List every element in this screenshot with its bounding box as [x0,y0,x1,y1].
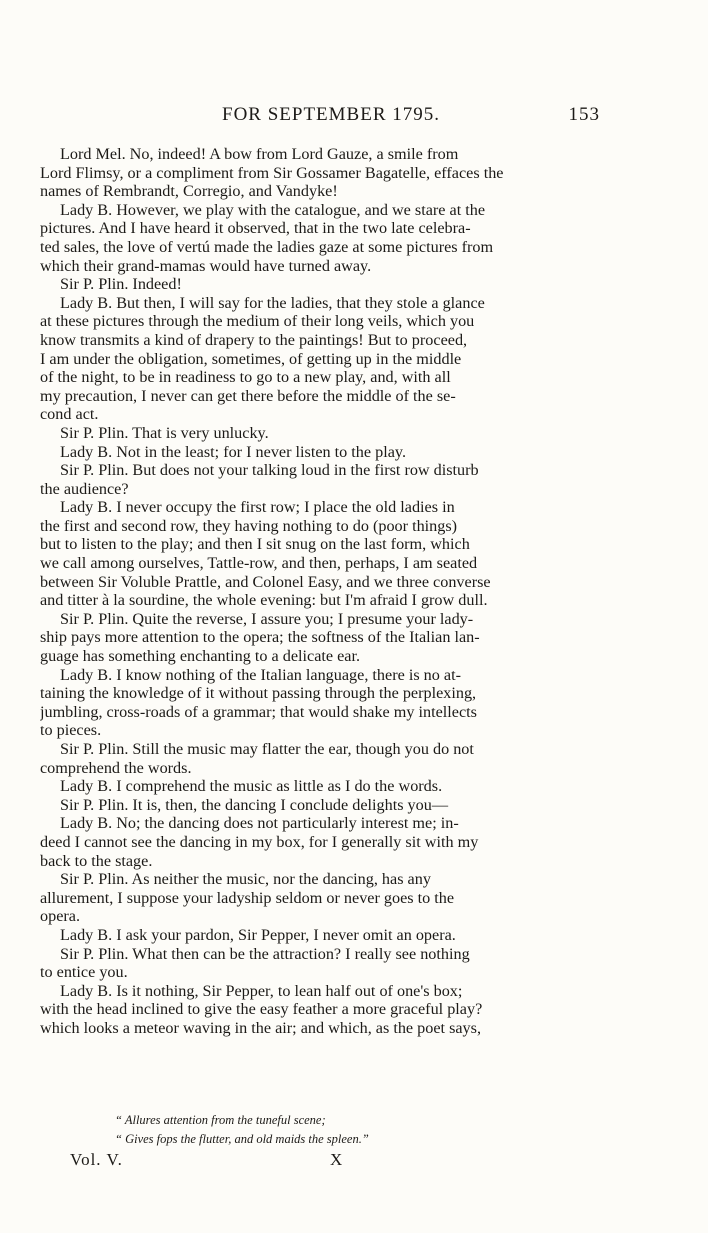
text-line: Lord Mel. No, indeed! A bow from Lord Gauze, a smile from [60,145,459,163]
text-line: I am under the obligation, sometimes, of getting up in the middle [40,349,462,368]
text-line: Sir P. Plin. Indeed! [60,275,182,294]
text-line: cond act. [40,405,99,424]
signature-mark: X [330,1150,343,1169]
volume-label: Vol. V. [70,1150,123,1169]
text-line: Sir P. Plin. But does not your talking loud in the first row disturb [60,461,479,480]
text-line: Sir P. Plin. Still the music may flatter the ear, though you do not [60,740,474,758]
verse-quotation [115,1111,565,1149]
text-line: Lady B. I never occupy the first row; I place the old ladies in [60,498,455,517]
text-line: Sir P. Plin. It is, then, the dancing I conclude delights you— [60,795,449,814]
text-line: which their grand-mamas would have turned away. [40,256,372,275]
quote-line: “ Gives fops the flutter, and old maids the spleen.” [115,1132,369,1146]
text-line: know transmits a kind of drapery to the paintings! But to proceed, [40,330,468,349]
text-line: Lady B. Not in the least; for I never listen to the play. [60,442,406,461]
text-line: at these pictures through the medium of their long veils, which you [40,312,475,331]
text-line: with the head inclined to give the easy feather a more graceful play? [40,1000,483,1019]
text-line: my precaution, I never can get there before the middle of the se- [40,386,456,405]
dialogue-text [40,145,594,1038]
text-line: comprehend the words. [40,758,192,777]
text-line: to pieces. [40,721,102,740]
text-line: Lord Flimsy, or a compliment from Sir Gossamer Bagatelle, effaces the [40,163,504,182]
text-line: Lady B. Is it nothing, Sir Pepper, to lean half out of one's box; [60,981,463,1000]
text-line: pictures. And I have heard it observed, that in the two late celebra- [40,219,471,238]
text-line: Sir P. Plin. As neither the music, nor the dancing, has any [60,870,431,889]
page-footer [70,1150,470,1174]
text-line: opera. [40,907,80,926]
text-line: Sir P. Plin. Quite the reverse, I assure you; I presume your lady- [60,609,474,628]
text-line: of the night, to be in readiness to go to a new play, and, with all [40,368,451,387]
text-line: the first and second row, they having nothing to do (poor things) [40,516,458,535]
text-line: but to listen to the play; and then I sit snug on the last form, which [40,535,470,554]
text-line: Lady B. However, we play with the catalogue, and we stare at the [60,200,486,219]
text-line: which looks a meteor waving in the air; and which, as the poet says, [40,1018,481,1037]
page-number: 153 [568,104,600,125]
text-line: Sir P. Plin. That is very unlucky. [60,423,269,442]
text-line: deed I cannot see the dancing in my box, for I generally sit with my [40,832,479,851]
text-line: Lady B. I ask your pardon, Sir Pepper, I never omit an opera. [60,925,456,944]
text-line: to entice you. [40,963,128,982]
quote-line: “ Allures attention from the tuneful scene; [115,1113,326,1127]
text-line: and titter à la sourdine, the whole evening: but I'm afraid I grow dull. [40,591,488,610]
text-line: guage has something enchanting to a delicate ear. [40,647,361,666]
text-line: ted sales, the love of vertú made the ladies gaze at some pictures from [40,237,494,256]
page-header [40,104,600,130]
text-line: back to the stage. [40,851,153,870]
text-line: Lady B. I know nothing of the Italian language, there is no at- [60,665,461,684]
text-line: allurement, I suppose your ladyship seldom or never goes to the [40,888,455,907]
text-line: Lady B. I comprehend the music as little as I do the words. [60,777,443,796]
text-line: jumbling, cross-roads of a grammar; that would shake my intellects [40,702,477,721]
text-line: the audience? [40,479,129,498]
running-title: FOR SEPTEMBER 1795. [222,104,441,125]
text-line: Lady B. No; the dancing does not particularly interest me; in- [60,814,459,833]
text-line: ship pays more attention to the opera; the softness of the Italian lan- [40,628,480,647]
text-line: names of Rembrandt, Corregio, and Vandyke! [40,182,338,201]
text-line: Sir P. Plin. What then can be the attraction? I really see nothing [60,944,470,963]
text-line: between Sir Voluble Prattle, and Colonel Easy, and we three converse [40,572,491,591]
text-line: Lady B. But then, I will say for the ladies, that they stole a glance [60,293,485,312]
text-line: taining the knowledge of it without passing through the perplexing, [40,684,477,703]
text-line: we call among ourselves, Tattle-row, and then, perhaps, I am seated [40,554,478,573]
